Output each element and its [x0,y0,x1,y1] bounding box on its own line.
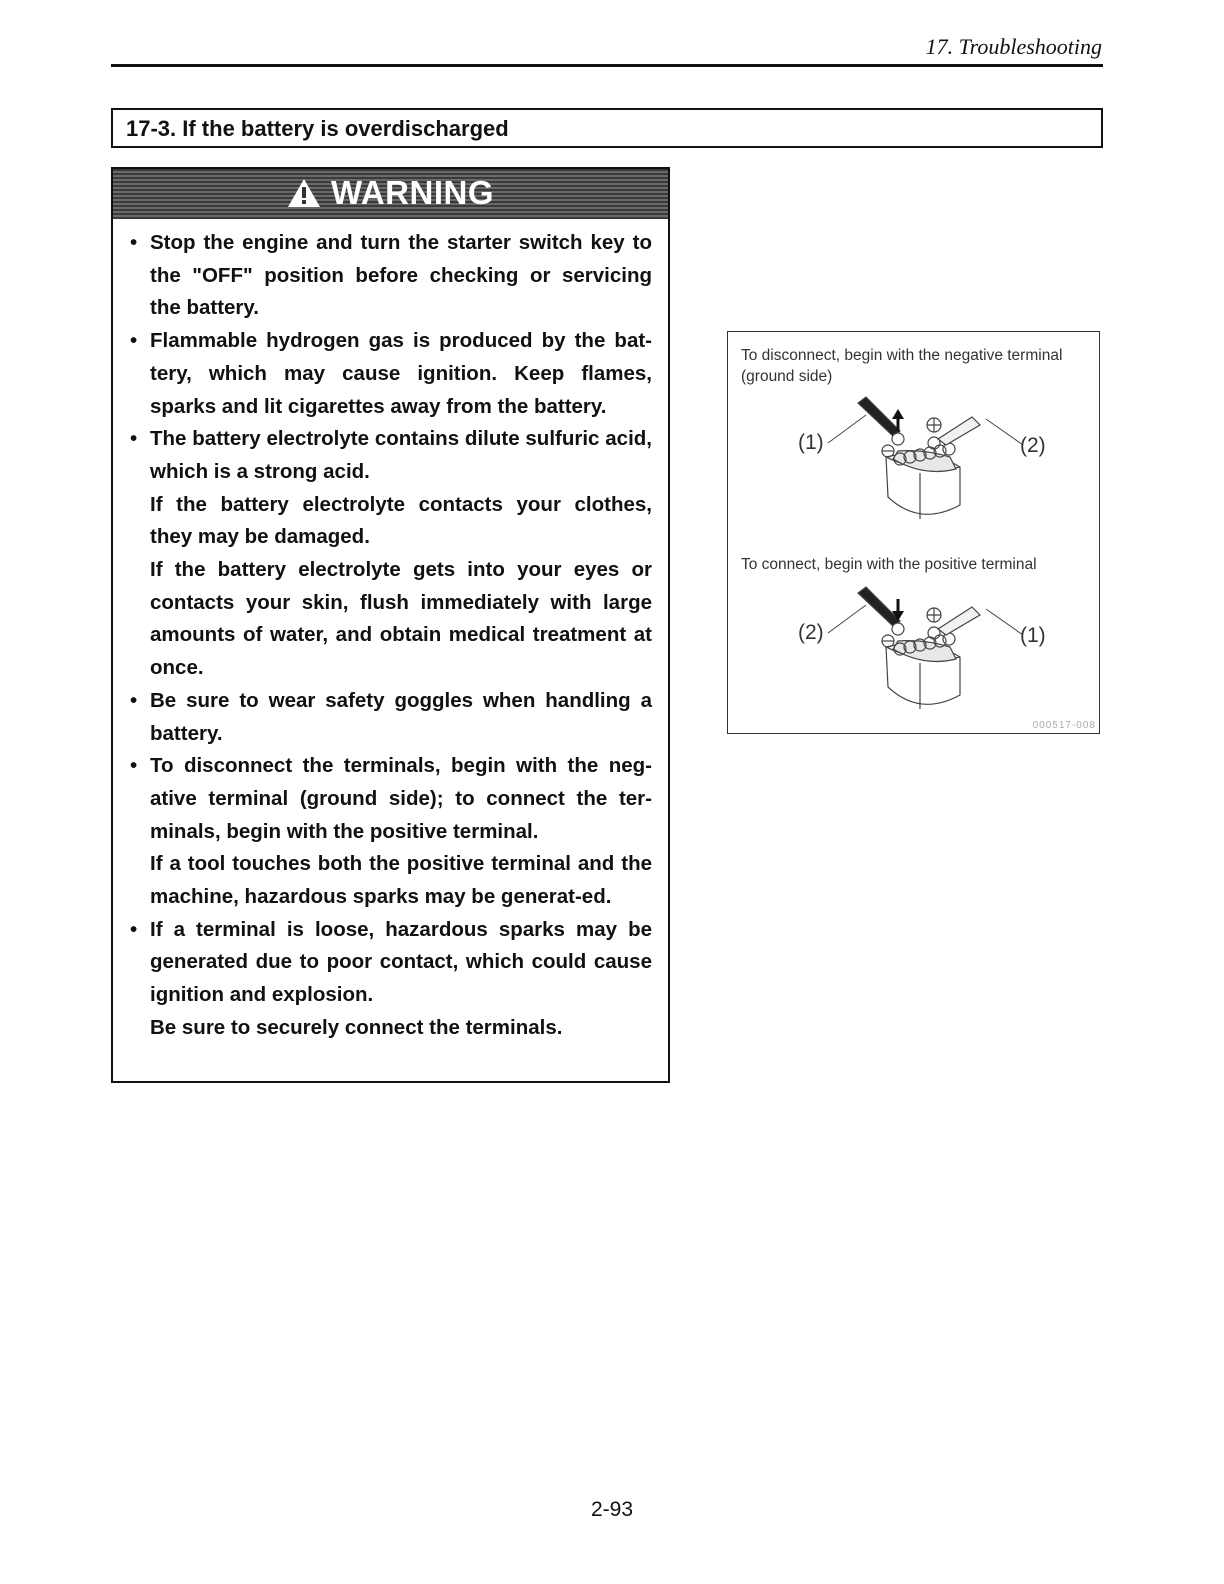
connect-caption: To connect, begin with the positive terminal [741,556,1037,573]
warning-item [130,227,652,325]
page-number: 2-93 [590,1498,634,1521]
fig-label-bottom-left: (2) [798,621,824,644]
warning-paragraph: If a tool touches both the positive terminal and the machine, hazardous sparks may be generat-ed. [150,852,652,909]
fig-label-top-right: (2) [1020,434,1046,457]
warning-item [130,325,652,423]
warning-paragraph: Be sure to wear safety goggles when handling a battery. [150,688,652,745]
section-heading-box [111,108,1103,148]
fig-label-top-left: (1) [798,431,824,454]
figure-code: 000517-008 [1032,720,1096,731]
warning-title: WARNING [331,174,494,211]
warning-paragraph: Flammable hydrogen gas is produced by the bat-tery, which may cause ignition. Keep flames, sparks and lit cigarettes away from the battery. [150,329,652,418]
warning-banner [113,169,668,219]
warning-item [130,685,652,750]
warning-item [130,423,652,685]
warning-list [130,227,652,1045]
warning-triangle-icon [287,178,321,208]
warning-paragraph: If the battery electrolyte gets into your eyes or contacts your skin, flush immediately with large amounts of water, and obtain medical treatment at once. [150,558,652,680]
warning-paragraph: If a terminal is loose, hazardous sparks may be generated due to poor contact, which could cause ignition and explosion. [150,917,652,1007]
bullet: • [130,688,138,712]
warning-paragraph: To disconnect the terminals, begin with the neg-ative terminal (ground side); to connect the ter-minals, begin with the positive terminal. [150,754,652,843]
warning-item [130,750,652,914]
warning-paragraph: Stop the engine and turn the starter switch key to the "OFF" position before checking or servicing the battery. [150,231,652,320]
bullet: • [130,917,138,941]
warning-paragraph: The battery electrolyte contains dilute sulfuric acid, which is a strong acid. [150,427,652,483]
battery-connect-illustration [728,577,1099,727]
bullet: • [130,427,138,451]
battery-terminal-figure [727,331,1100,734]
bullet: • [130,329,138,353]
bullet: • [130,754,138,778]
fig-label-bottom-right: (1) [1020,624,1046,647]
chapter-header: 17. Troubleshooting [925,34,1102,59]
bullet: • [130,231,138,254]
section-title: 17-3. If the battery is overdischarged [126,116,509,141]
header-rule [111,64,1103,67]
warning-box [111,167,670,1083]
battery-disconnect-illustration [728,387,1099,537]
warning-paragraph: Be sure to securely connect the terminals. [150,1015,563,1039]
warning-item [130,914,652,1045]
warning-paragraph: If the battery electrolyte contacts your clothes, they may be damaged. [150,492,652,549]
disconnect-caption: To disconnect, begin with the negative terminal (ground side) [741,347,1063,385]
